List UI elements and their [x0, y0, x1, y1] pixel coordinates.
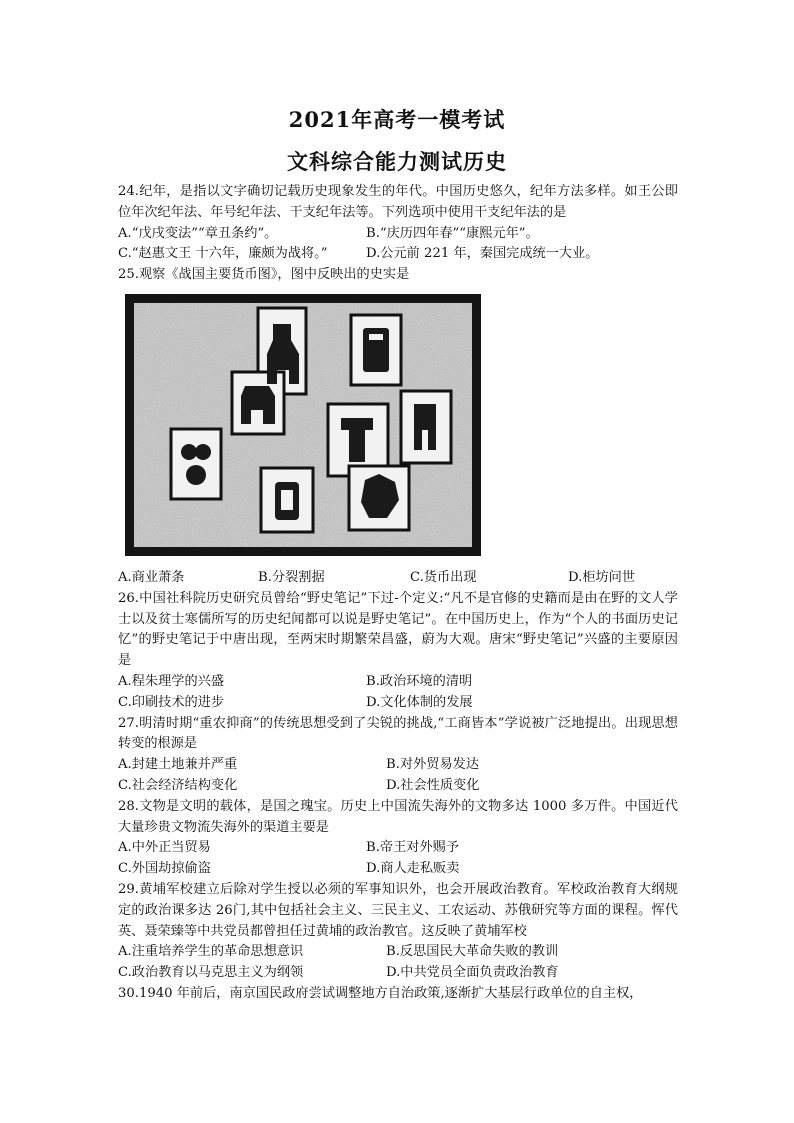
question-29-options: [118, 942, 678, 984]
question-28-option-b: B.帝王对外赐予: [366, 840, 460, 856]
question-26-options: [118, 672, 678, 714]
exam-subtitle: 文科综合能力测试历史: [287, 149, 507, 174]
question-25-option-d: D.柜坊问世: [568, 569, 636, 585]
question-24-options: [118, 224, 678, 266]
question-list: [118, 182, 678, 1005]
question-29-option-c: C.政治教育以马克思主义为纲领: [118, 965, 304, 981]
question-26-stem: 26.中国社科院历史研究员曾给“野史笔记”下过-个定义:“凡不是官修的史籍而是由在野的文人学士以及贫士寒儒所写的历史纪闻都可以说是野史笔记”。在中国历史上，作为“个人的书面历史记忆”的野史笔记于中唐出现，至两宋时期繁荣昌盛，蔚为大观。唐宋“野史笔记”兴盛的主要原因是: [118, 590, 678, 669]
question-29-option-d: D.中共党员全面负责政治教育: [386, 965, 559, 981]
question-29-option-a: A.注重培养学生的革命思想意识: [118, 944, 304, 960]
question-29-option-b: B.反思国民大革命失败的教训: [386, 944, 559, 960]
question-28-stem: 28.文物是文明的载体，是国之瑰宝。历史上中国流失海外的文物多达 1000 多万件。中国近代大量珍贵文物流失海外的渠道主要是: [118, 798, 678, 835]
question-26-option-b: B.政治环境的清明: [366, 673, 473, 689]
question-27-options: [118, 755, 678, 797]
question-28-option-c: C.外国劫掠偷盗: [118, 861, 211, 877]
question-24-option-d: D.公元前 221 年，秦国完成统一大业。: [366, 246, 599, 262]
question-26-option-a: A.程朱理学的兴盛: [118, 673, 225, 689]
warring-states-coins-image: [125, 294, 481, 556]
question-24-option-a: A.“戊戌变法”“章丑条约”。: [118, 225, 278, 241]
question-25-option-a: A.商业萧条: [118, 569, 185, 585]
question-24-option-b: B.“庆历四年春”“康熙元年”。: [366, 225, 539, 241]
question-25-stem: 25.观察《战国主要货币图》，图中反映出的史实是: [118, 267, 410, 283]
question-28-option-d: D.商人走私贩卖: [366, 861, 460, 877]
question-28-options: [118, 838, 678, 880]
question-24-stem: 24.纪年，是指以文字确切记载历史现象发生的年代。中国历史悠久，纪年方法多样。如王公即位年次纪年法、年号纪年法、干支纪年法等。下列选项中使用干支纪年法的是: [118, 184, 678, 220]
question-29-stem: 29.黄埔军校建立后除对学生授以必须的军事知识外，也会开展政治教育。军校政治教育大纲规定的政治课多达 26门,其中包括社会主义、三民主义、工农运动、苏俄研究等方面的课程。恽代英、聂荣臻等中共党员都曾担任过黄埔的政治教官。这反映了黄埔军校: [118, 881, 678, 939]
coin-map-figure: [125, 294, 481, 556]
question-30-stem: 30.1940 年前后，南京国民政府尝试调整地方自治政策,逐渐扩大基层行政单位的自主权，: [118, 985, 643, 1001]
question-26-option-c: C.印刷技术的进步: [118, 694, 225, 710]
question-25-option-b: B.分裂割据: [258, 569, 325, 585]
question-26-option-d: D.文化体制的发展: [366, 694, 473, 710]
exam-title: 2021年高考一模考试: [288, 107, 506, 132]
question-25-option-c: C.货币出现: [410, 569, 477, 585]
question-27-option-c: C.社会经济结构变化: [118, 777, 238, 793]
question-27-option-b: B.对外贸易发达: [386, 757, 480, 773]
question-27-option-d: D.社会性质变化: [386, 777, 480, 793]
question-27-stem: 27.明清时期“重农抑商”的传统思想受到了尖锐的挑战,“工商皆本”学说被广泛地提出。出现思想转变的根源是: [118, 715, 678, 752]
question-27-option-a: A.封建土地兼并严重: [118, 757, 238, 773]
question-28-option-a: A.中外正当贸易: [118, 840, 211, 856]
question-25-options: [118, 568, 678, 589]
question-24-option-c: C.“赵惠文王 十六年，廉颇为战将。”: [118, 246, 328, 262]
